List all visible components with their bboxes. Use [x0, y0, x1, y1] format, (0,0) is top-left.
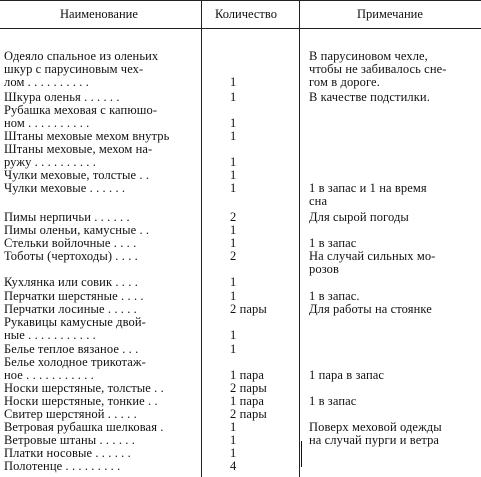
item-quantity: 2 пары [230, 407, 267, 421]
item-note: 1 в запас [309, 394, 357, 408]
item-name-line: Перчатки шерстяные . . . . [4, 289, 144, 303]
item-note: 1 в запас [309, 236, 357, 250]
item-name-line: Пимы оленьи, камусные . . [4, 223, 150, 237]
item-note: Поверх меховой одежды [309, 420, 442, 434]
item-name-line: Рукавицы камусные двой- [4, 315, 146, 329]
item-quantity: 1 [230, 446, 237, 460]
item-name-line: Перчатки лосиные . . . . . [4, 302, 137, 316]
item-note: В качестве подстилки. [309, 90, 430, 104]
item-quantity: 1 [230, 129, 237, 143]
item-quantity: 1 [230, 75, 237, 89]
item-quantity: 1 [230, 168, 237, 182]
header-name: Наименование [60, 7, 138, 21]
item-note: 1 в запас. [309, 289, 360, 303]
item-name-line: Штаны меховые, мехом на- [4, 142, 153, 156]
item-name-line: Белье теплое вязаное . . . [4, 342, 139, 356]
item-quantity: 2 [230, 210, 237, 224]
item-note: Для работы на стоянке [309, 302, 432, 316]
item-name-line: лом . . . . . . . . . . [4, 75, 89, 89]
item-quantity: 1 [230, 342, 237, 356]
item-name-line: Одеяло спальное из оленьих [4, 49, 159, 63]
item-quantity: 1 [230, 328, 237, 342]
item-quantity: 1 [230, 90, 237, 104]
item-quantity: 1 [230, 275, 237, 289]
item-note: В парусиновом чехле, [309, 49, 428, 63]
item-note: чтобы не забивалось сне- [309, 62, 447, 76]
item-quantity: 2 [230, 249, 237, 263]
item-name-line: Штаны меховые мехом внутрь [4, 129, 170, 143]
item-note: сна [309, 194, 328, 208]
item-name-line: Кухлянка или совик . . . . [4, 275, 138, 289]
header-note: Примечание [357, 7, 423, 21]
item-note: Для сырой погоды [309, 210, 409, 224]
item-quantity: 2 пары [230, 302, 267, 316]
item-name-line: Шкура оленья . . . . . . [4, 90, 120, 104]
item-quantity: 2 пары [230, 381, 267, 395]
table-header [0, 0, 481, 29]
item-name-line: ружу . . . . . . . . . . [4, 155, 96, 169]
item-name-line: Чулки меховые, толстые . . [4, 168, 150, 182]
item-name-line: Носки шерстяные, толстые . . [4, 381, 164, 395]
header-quantity: Количество [215, 7, 277, 21]
item-quantity: 1 пара [230, 394, 265, 408]
item-note: На случай сильных мо- [309, 249, 436, 263]
item-name-line: Чулки меховые . . . . . . [4, 181, 126, 195]
item-note: 1 в запас и 1 на время [309, 181, 427, 195]
item-quantity: 1 [230, 181, 237, 195]
item-name-line: ное . . . . . . . . . . . [4, 368, 94, 382]
item-name-line: Носки шерстяные, тонкие . . [4, 394, 158, 408]
item-note: гом в дороге. [309, 75, 380, 89]
item-note: 1 пара в запас [309, 368, 385, 382]
item-quantity: 1 [230, 420, 237, 434]
item-quantity: 1 [230, 155, 237, 169]
item-name-line: Платки носовые . . . . . . [4, 446, 131, 460]
item-quantity: 1 [230, 116, 237, 130]
item-name-line: Ветровая рубашка шелковая . [4, 420, 164, 434]
item-quantity: 1 [230, 289, 237, 303]
item-note: на случай пурги и ветра [309, 433, 440, 447]
grouping-bracket [301, 441, 306, 467]
item-note: розов [309, 262, 340, 276]
item-quantity: 4 [230, 459, 237, 473]
item-quantity: 1 [230, 236, 237, 250]
item-name-line: шкур с парусиновым чех- [4, 62, 144, 76]
item-name-line: Полотенце . . . . . . . . . [4, 459, 121, 473]
item-name-line: Стельки войлочные . . . . [4, 236, 137, 250]
item-name-line: Тоботы (чертоходы) . . . . [4, 249, 138, 263]
column-divider [201, 0, 202, 477]
item-quantity: 1 пара [230, 368, 265, 382]
item-name-line: ном . . . . . . . . . . [4, 116, 90, 130]
item-name-line: Ветровые штаны . . . . . . [4, 433, 135, 447]
item-name-line: Свитер шерстяной . . . . . [4, 407, 137, 421]
item-name-line: Рубашка меховая с капюшо- [4, 103, 158, 117]
item-name-line: Пимы нерпичьи . . . . . . [4, 210, 130, 224]
item-name-line: ные . . . . . . . . . . . [4, 328, 96, 342]
item-name-line: Белье холодное трикотаж- [4, 355, 146, 369]
item-quantity: 1 [230, 433, 237, 447]
item-quantity: 1 [230, 223, 237, 237]
column-divider [299, 0, 300, 477]
